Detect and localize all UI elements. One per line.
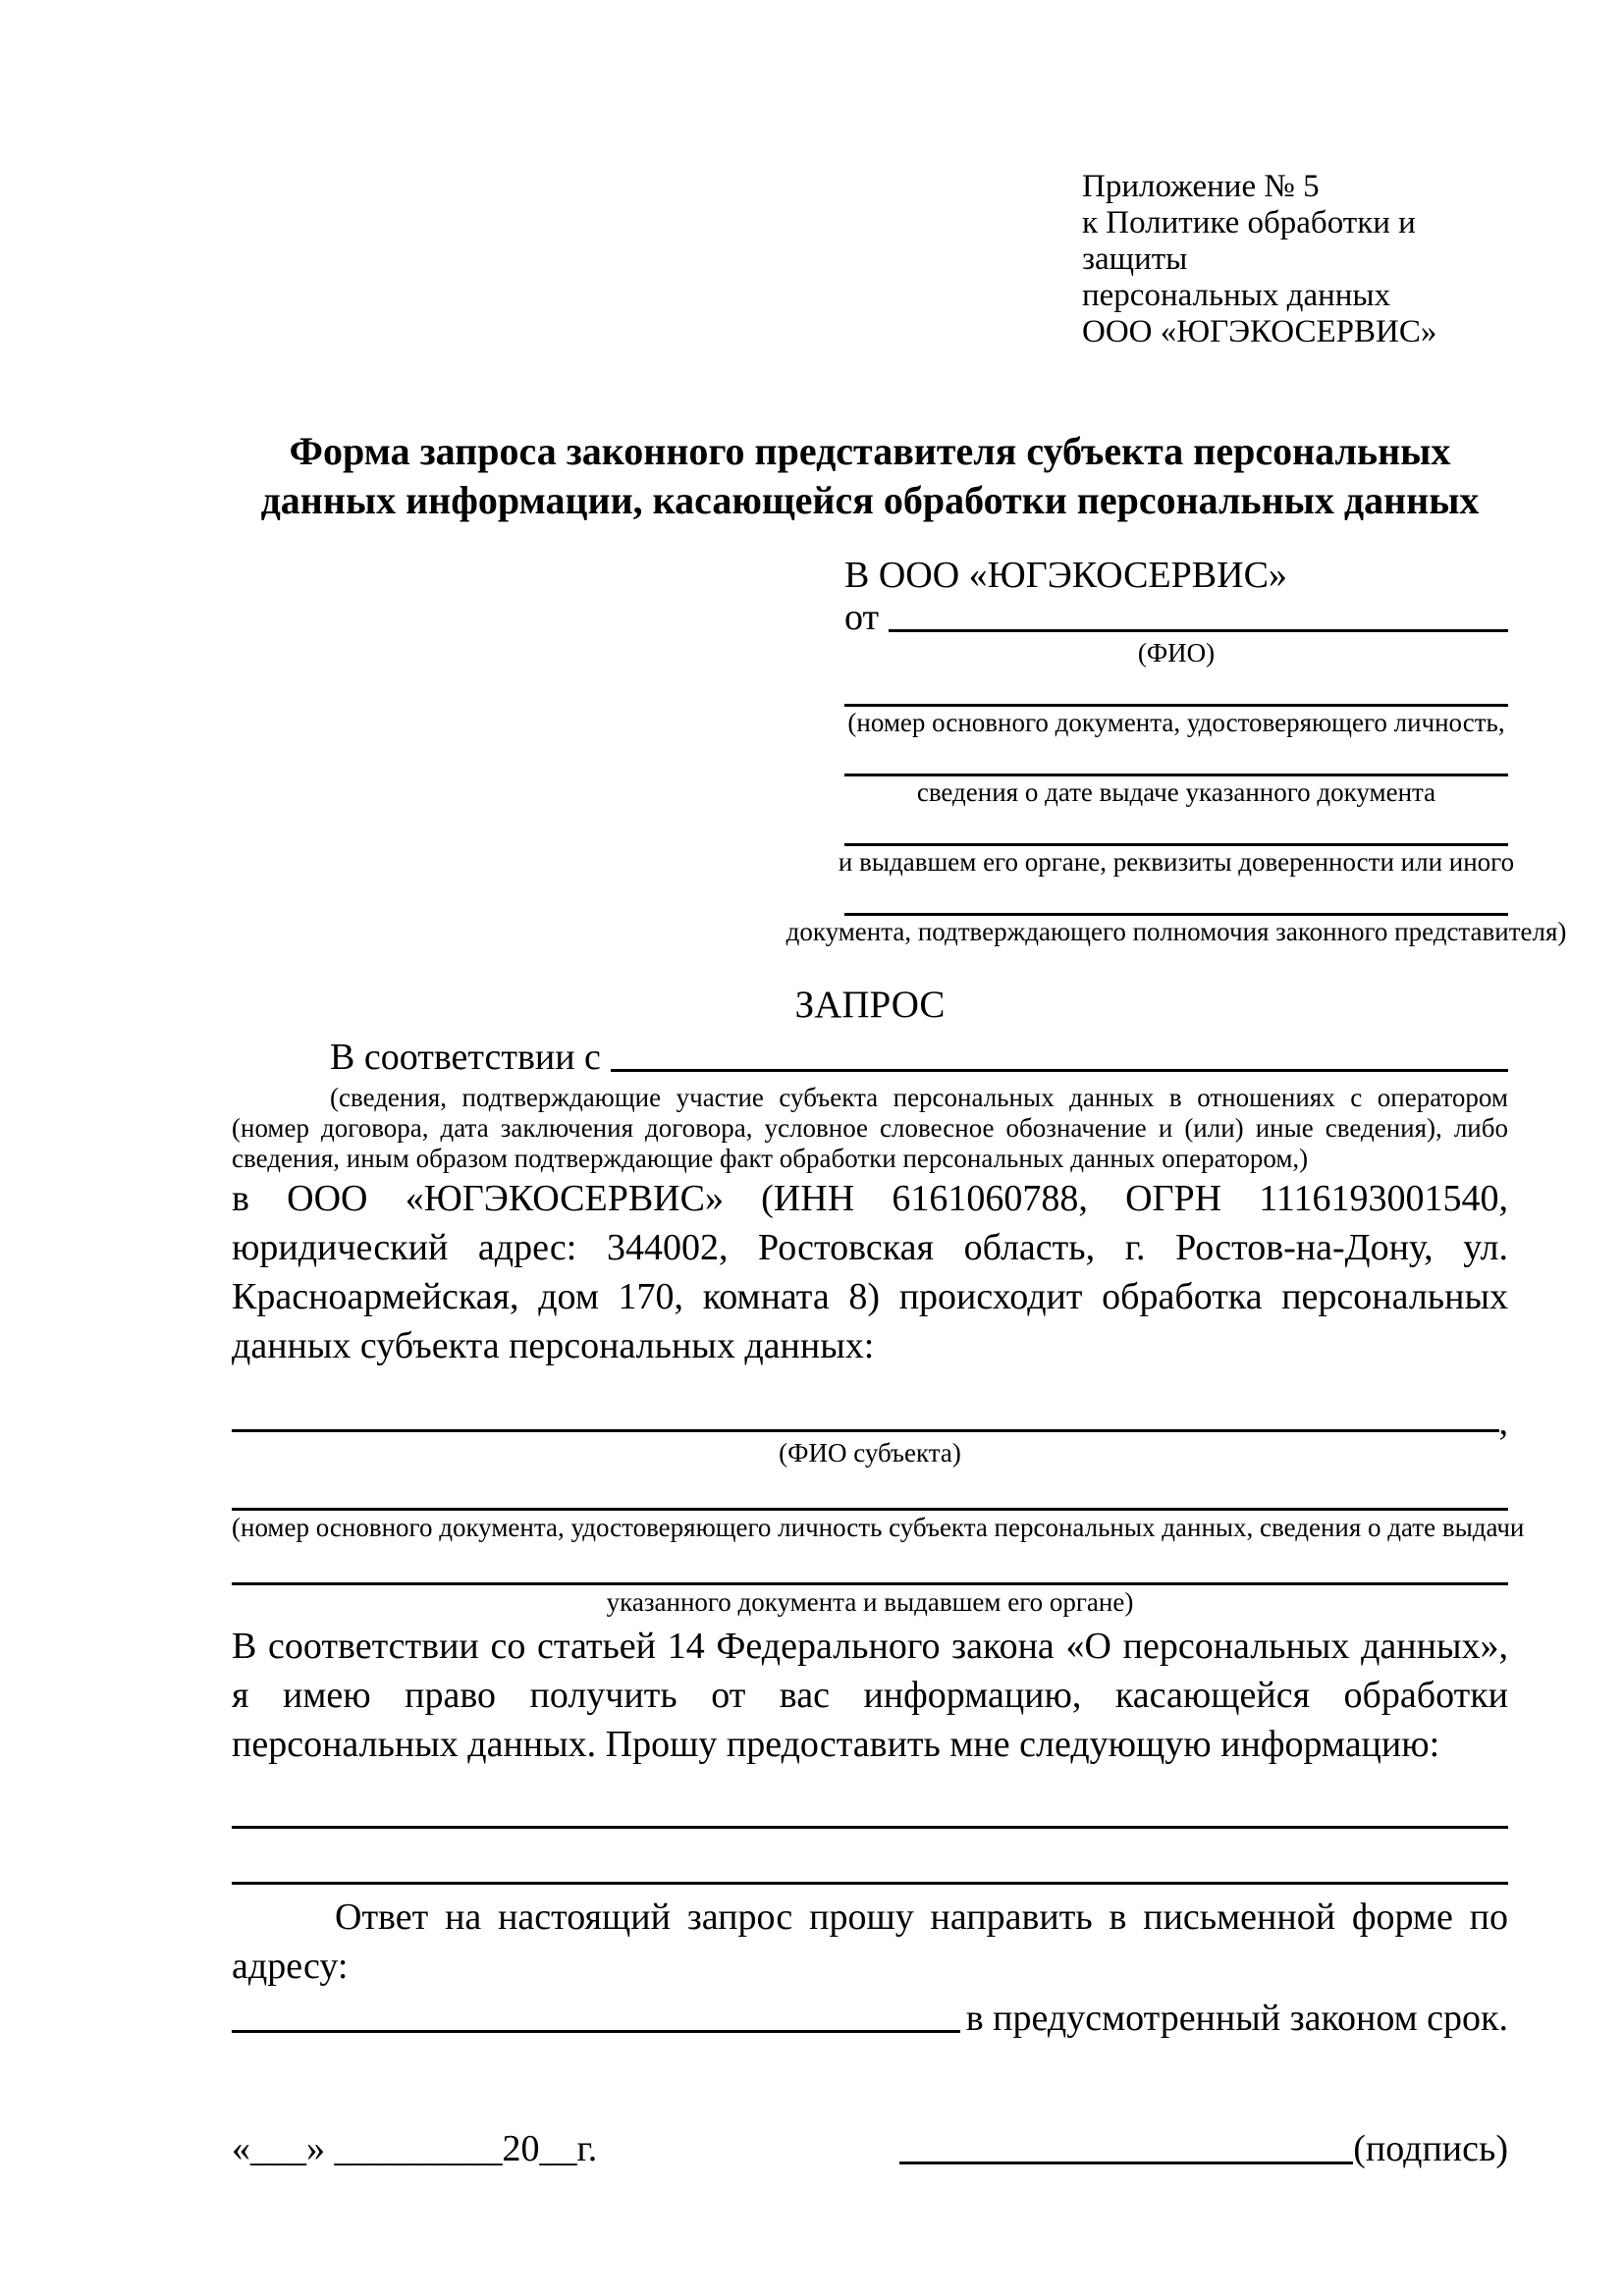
issuing-authority-blank-line [844, 843, 1508, 846]
document-title: Форма запроса законного представителя субъекта персональных данных информации, касающейся обработки персональных данных [260, 429, 1480, 522]
subject-document-authority-blank-line [232, 1582, 1508, 1585]
subject-fio-blank-line [232, 1429, 1499, 1432]
request-heading: ЗАПРОС [794, 984, 946, 1026]
document-number-caption: (номер основного документа, удостоверяющего личность, [847, 708, 1505, 737]
accordance-blank-line [611, 1069, 1508, 1072]
subject-fio-trailing-comma: , [1498, 1402, 1508, 1443]
accordance-footnote: (сведения, подтверждающие участие субъекта персональных данных в отношениях с оператором (номер договора, дата заключения договора, условное словесное обозначение и (или) иные сведения), либо сведения, иным образом подтверждающие факт обработки персональных данных оператором,) [232, 1083, 1508, 1173]
annex-note-line-4: ООО «ЮГЭКОСЕРВИС» [1082, 314, 1437, 349]
addressee-block [785, 555, 1567, 946]
signature-group [899, 2126, 1508, 2171]
date-blank: «___» _________20__г. [232, 2128, 598, 2169]
subject-document-blank-line [232, 1508, 1508, 1511]
annex-note [1082, 169, 1508, 350]
requested-info-blank-line-2 [232, 1882, 1508, 1885]
subject-document-caption: (номер основного документа, удостоверяющего личность субъекта персональных данных, сведения о дате выдачи [232, 1513, 1525, 1542]
representative-fio-blank-line [889, 629, 1508, 632]
signature-caption: (подпись) [1353, 2128, 1508, 2169]
operator-paragraph: в ООО «ЮГЭКОСЕРВИС» (ИНН 6161060788, ОГРН 1116193001540, юридический адрес: 344002, Ростовская область, г. Ростов-на-Дону, ул. Красноармейская, дом 170, комната 8) происходит обработка персональных данных субъекта персональных данных: [232, 1178, 1508, 1366]
signature-blank-line [899, 2162, 1353, 2164]
document-number-blank-line [844, 704, 1508, 707]
annex-note-line-2: к Политике обработки и защиты [1082, 205, 1416, 277]
reply-address-row [232, 1991, 1508, 2040]
subject-fio-caption: (ФИО субъекта) [779, 1438, 961, 1468]
fio-caption: (ФИО) [1137, 638, 1216, 667]
requested-info-blank-line-1 [232, 1826, 1508, 1829]
issue-date-blank-line [844, 774, 1508, 776]
annex-note-line-3: персональных данных [1082, 278, 1391, 313]
reply-address-blank-line [232, 2030, 960, 2033]
reply-suffix: в предусмотренный законом срок. [965, 1998, 1508, 2039]
subject-fio-row [232, 1402, 1508, 1443]
from-label: от [844, 597, 880, 638]
footer-row [232, 2126, 1508, 2171]
law-paragraph: В соответствии со статьей 14 Федерального закона «О персональных данных», я имею право получить от вас информацию, касающейся обработки персональных данных. Прошу предоставить мне следующую информацию: [232, 1626, 1508, 1765]
subject-document-authority-caption: указанного документа и выдавшем его органе) [606, 1587, 1134, 1617]
power-of-attorney-caption: документа, подтверждающего полномочия законного представителя) [785, 917, 1567, 946]
addressee-organization: В ООО «ЮГЭКОСЕРВИС» [844, 555, 1287, 596]
from-row [844, 598, 1508, 639]
annex-note-line-1: Приложение № 5 [1082, 169, 1320, 204]
reply-paragraph: Ответ на настоящий запрос прошу направить в письменной форме по адресу: [232, 1896, 1508, 1987]
accordance-label: В соответствии с [330, 1037, 601, 1078]
issuing-authority-caption: и выдавшем его органе, реквизиты доверенности или иного [838, 847, 1515, 877]
issue-date-caption: сведения о дате выдаче указанного документа [916, 777, 1436, 807]
accordance-row [232, 1032, 1508, 1079]
power-of-attorney-blank-line [844, 913, 1508, 916]
